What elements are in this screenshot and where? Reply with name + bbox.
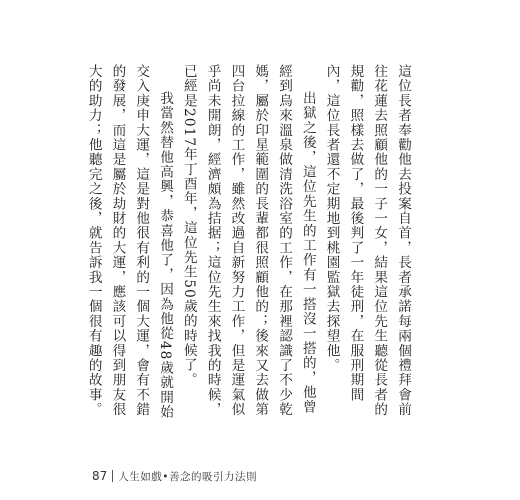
paragraph-1: 這位長者奉勸他去投案自首，長者承諾每兩個禮拜會前往花蓮去照顧他的一子一女，結果這位先生聽從長者的規勸，照樣去做了，最後判了一年徒刑，在服刑期間內，這位長者還不定期地到桃園監獄去探望他。 xyxy=(323,64,411,417)
paragraph-2: 出獄之後，這位先生的工作有一搭沒一搭的，他曾經到烏來溫泉做清洗浴室的工作，在那裡認識了不少乾媽，屬於印星範圍的長輩都很照顧他的；後來又去做第四台拉線的工作，雖然改過自新努力工作，但是運氣似乎尚未開朗，經濟頗為拮据；這位先生來找我的時候，已經是2017年丁酉年，這位先生50歲的時候了。 xyxy=(180,64,316,417)
book-title: 人生如戲•善念的吸引力法則 xyxy=(118,470,257,483)
footer-divider xyxy=(112,470,113,482)
body-text xyxy=(81,64,414,424)
page-footer xyxy=(92,468,257,484)
page-number: 87 xyxy=(92,469,108,483)
paragraph-3: 我當然替他高興，恭喜他了，因為他從48歲就開始交入庚申大運，這是對他很有利的一個大運，會有不錯的發展，而這是屬於劫財的大運，應該可以得到朋友很大的助力；他聽完之後，就告訴我一個很有趣的故事。 xyxy=(85,64,174,420)
